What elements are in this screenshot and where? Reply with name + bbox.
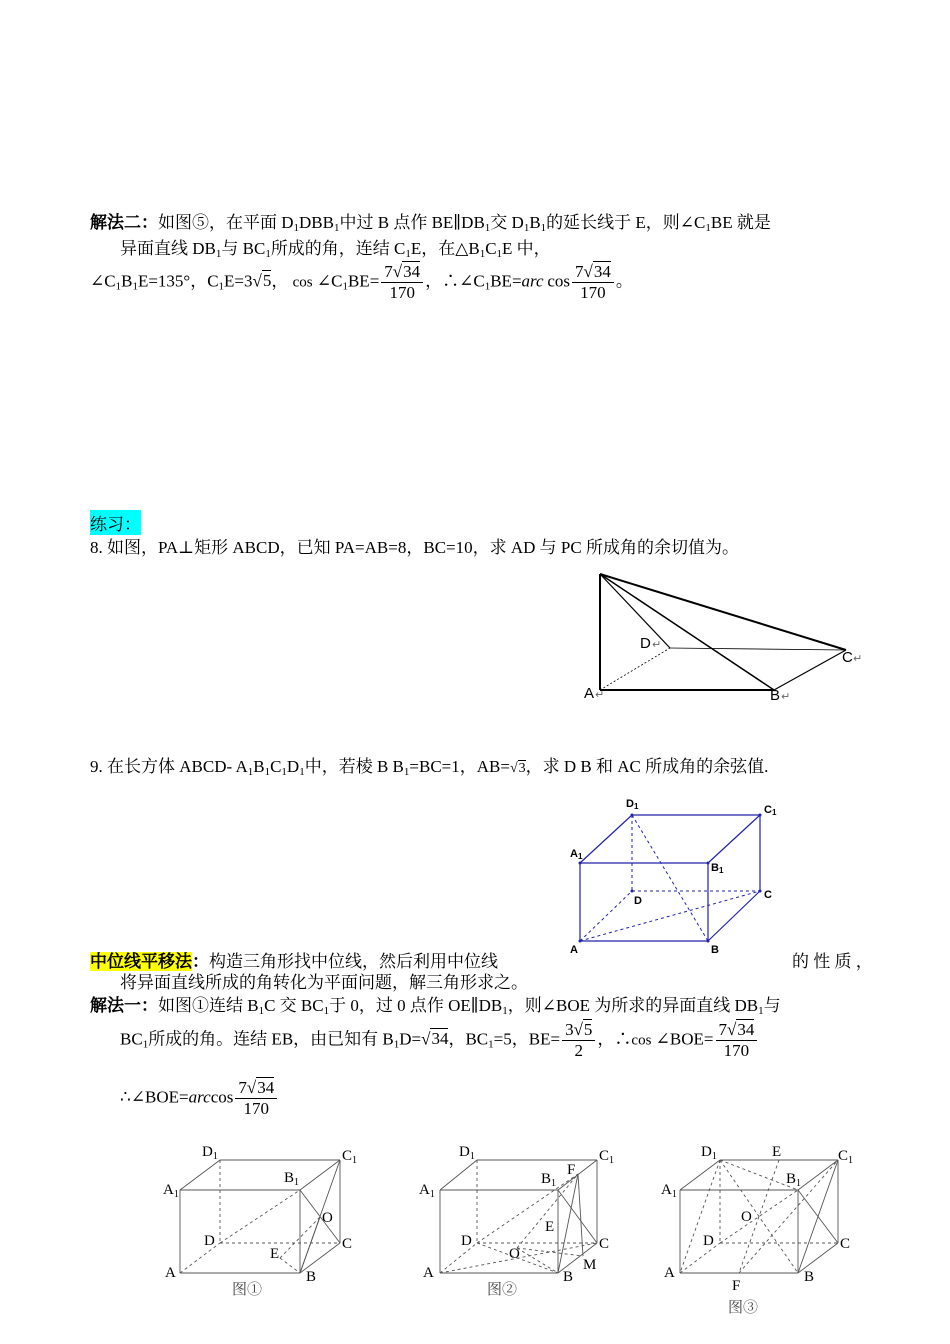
svg-text:↵: ↵ [595,689,605,701]
figure-1 [160,1140,370,1300]
label-E: E [772,1144,782,1160]
label-A1: $A_1$ [661,1182,677,1200]
label-D1: $D_1$ [202,1144,218,1162]
figure-2 [415,1140,625,1300]
label-D: D [204,1233,215,1249]
label-C: C [764,889,772,901]
svg-text:↵: ↵ [853,653,863,665]
label-C: C [840,1236,851,1252]
label-E: E [545,1219,555,1235]
label-D: D [703,1233,714,1249]
label-A: A [165,1265,176,1281]
label-B1: B1 [711,862,724,875]
midline-line1-end: 的 性 质 ， [792,952,873,971]
label-A: A [664,1265,675,1281]
fraction: $\frac{3√5}{2}$ [562,1020,595,1061]
question-8: 8. 如图，PA⊥矩形 ABCD，已知 PA=AB=8，BC=10，求 AD 与 PC 所成角的余切值为。 [90,538,739,557]
method2-line2: 异面直线 $DB_1$与 $BC_1$所成的角，连结 $C_1E$，在$\triangle B_1C_1E$ 中， [120,239,551,260]
label-B: B [563,1269,574,1285]
label-O: O [741,1209,752,1225]
label-B: B [804,1269,815,1285]
method1-heading: 解法一： [90,996,158,1015]
question-9: 9. 在长方体 ABCD- $A_1B_1C_1D_1$中，若棱 B $B_1=BC=1$，AB=√3，求 D B 和 AC 所成角的余弦值. [90,757,769,778]
fraction: $\frac{7√34}{170}$ [572,262,614,303]
label-A: A [423,1265,434,1281]
method1-line3: ∴∠BOE=arccos $\frac{7√34}{170}$ [120,1078,279,1119]
label-A1: A1 [570,848,583,861]
label-F: F [567,1162,576,1178]
label-C: C [342,1236,353,1252]
method1-line1: 解法一：如图①连结 $B_1C$ 交 $BC_1$于 0，过 0 点作 $OE\parallel DB_1$，则∠BOE 为所求的异面直线 $DB_1$与 [90,996,781,1017]
svg-text:↵: ↵ [781,691,791,703]
label-A1: $A_1$ [419,1182,435,1200]
label-D: D [640,635,651,652]
label-E: E [270,1246,280,1262]
svg-text:↵: ↵ [652,639,662,651]
label-C1: C1 [764,804,777,817]
label-M: M [583,1257,597,1273]
figure-2-caption: 图② [487,1282,518,1298]
label-B: B [306,1269,317,1285]
fraction: $\frac{7√34}{170}$ [235,1078,277,1119]
label-B1: $B_1$ [541,1171,557,1189]
figure-3-caption: 图③ [728,1300,759,1316]
method2-line3: $\angle C_1B_1E=135^\circ$，$C_1E=3√5$， $\cos \angle C_1BE=$ $\frac{7√34}{170}$ ，$\therefore\angle C_1BE=arc$ cos $\frac{7√34}{170}$ 。 [90,262,633,302]
midline-line2: 将异面直线所成的角转化为平面问题，解三角形求之。 [120,973,528,992]
method2-line1: 解法二：如图⑤，在平面 $D_1DBB_1$中过 B 点作 $BE\parallel DB_1$交 $D_1B_1$的延长线于 E，则$\angle C_1BE$ 就是 [90,213,771,234]
label-D1: D1 [626,798,639,811]
figure-3 [655,1140,865,1320]
figure-1-caption: 图① [232,1282,263,1298]
label-C1: $C_1$ [599,1148,615,1166]
label-B: B [770,687,781,704]
label-B1: $B_1$ [786,1171,802,1189]
fraction: $\frac{7√34}{170}$ [381,262,423,303]
label-C1: $C_1$ [342,1148,358,1166]
label-C1: $C_1$ [838,1148,854,1166]
label-O: O [509,1246,520,1262]
label-B1: $B_1$ [284,1170,300,1188]
figure-q9-cuboid [566,795,786,960]
label-D1: $D_1$ [701,1144,717,1162]
label-D1: $D_1$ [459,1144,475,1162]
exercise-label: 练习： [90,510,141,535]
label-F: F [732,1278,741,1294]
figure-q8 [578,568,868,708]
label-C: C [842,649,853,666]
label-A: A [570,944,578,956]
label-D: D [461,1233,472,1249]
label-A: A [584,685,595,702]
label-O: O [322,1210,333,1226]
label-C: C [599,1236,610,1252]
fraction: $\frac{7√34}{170}$ [716,1020,758,1061]
midline-line1: 中位线平移法：构造三角形找中位线，然后利用中位线 [90,952,498,971]
label-B: B [711,944,719,956]
method1-line2: $BC_1$所成的角。连结 EB，由已知有 $B_1D=√34$，$BC_1=5$，BE= $\frac{3√5}{2}$ ，∴cos ∠BOE= $\frac{7√34}{170}$ [120,1020,759,1061]
midline-heading: 中位线平移法 [90,952,192,971]
label-A1: $A_1$ [163,1182,179,1200]
label-D: D [634,895,642,907]
method2-heading: 解法二： [90,213,158,232]
